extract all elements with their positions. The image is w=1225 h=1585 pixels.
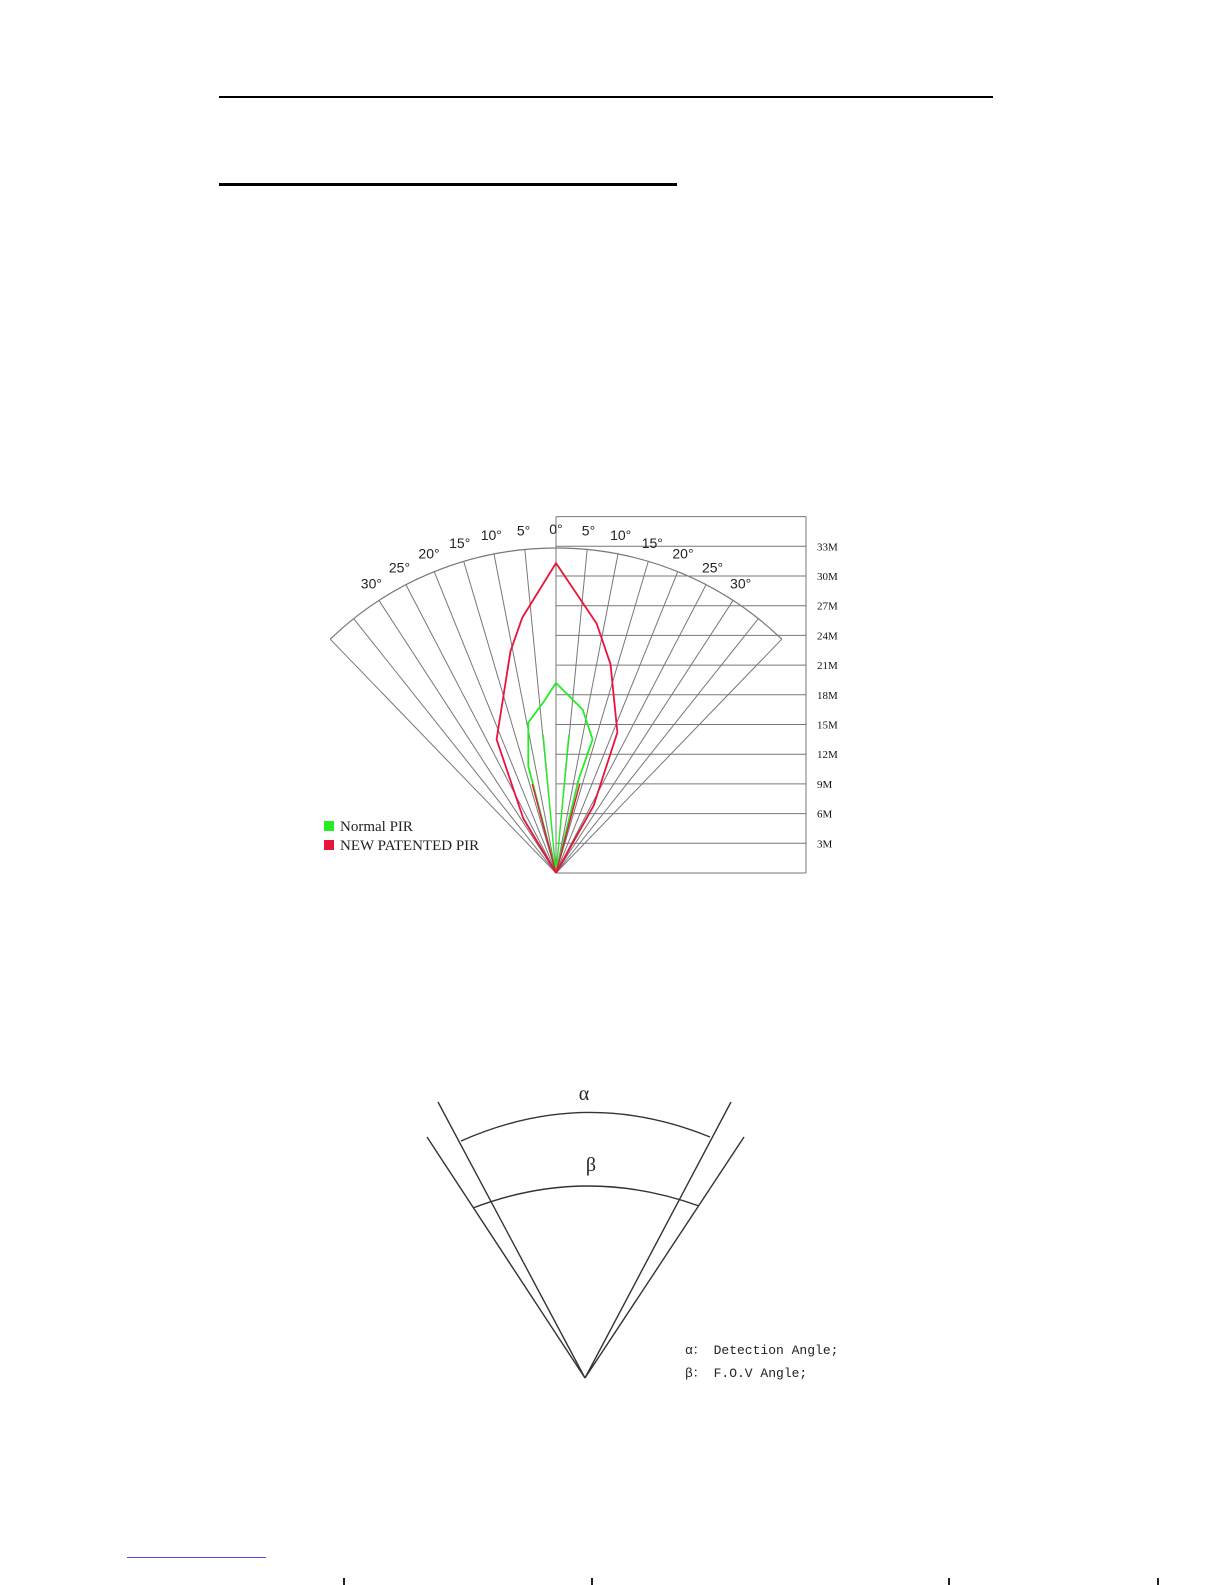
range-label: 12M bbox=[817, 749, 838, 762]
footer-tick bbox=[343, 1578, 345, 1585]
range-label: 18M bbox=[817, 689, 838, 702]
alpha-definition: α： Detection Angle; bbox=[685, 1343, 839, 1358]
angle-tick-label: 0° bbox=[549, 521, 563, 537]
range-label: 15M bbox=[817, 719, 838, 732]
angle-tick-label: 5° bbox=[581, 522, 596, 539]
angle-tick-label: 30° bbox=[730, 575, 752, 592]
beta-boundary-right bbox=[585, 1137, 744, 1378]
range-label: 30M bbox=[817, 571, 838, 583]
angle-tick-label: 10° bbox=[480, 527, 502, 544]
angle-tick-label: 15° bbox=[641, 534, 663, 551]
alpha-symbol: α bbox=[578, 1083, 590, 1105]
angle-tick-label: 5° bbox=[516, 522, 531, 539]
range-label: 24M bbox=[817, 630, 838, 643]
legend-label: Normal PIR bbox=[340, 819, 413, 835]
beta-symbol: β bbox=[585, 1154, 597, 1176]
legend-label: NEW PATENTED PIR bbox=[340, 838, 480, 854]
alpha-arc bbox=[461, 1112, 710, 1141]
beta-definition: β： F.O.V Angle; bbox=[685, 1366, 808, 1381]
footer-link-underline bbox=[127, 1557, 266, 1558]
alpha-boundary-right bbox=[585, 1102, 731, 1378]
angle-tick-label: 15° bbox=[449, 534, 471, 551]
angle-tick-label: 20° bbox=[672, 545, 694, 562]
angle-tick-label: 20° bbox=[418, 545, 440, 562]
footer-tick bbox=[591, 1578, 593, 1585]
angle-tick-label: 25° bbox=[388, 559, 411, 576]
angle-tick-label: 25° bbox=[701, 559, 724, 576]
footer-tick bbox=[948, 1578, 950, 1585]
range-label: 3M bbox=[817, 838, 833, 851]
beta-arc bbox=[473, 1186, 699, 1208]
footer-tick bbox=[1157, 1578, 1159, 1585]
alpha-boundary-left bbox=[438, 1102, 585, 1378]
range-label: 9M bbox=[817, 778, 833, 791]
angle-tick-label: 10° bbox=[610, 527, 632, 544]
range-label: 21M bbox=[817, 660, 838, 673]
range-label: 6M bbox=[817, 808, 833, 821]
range-label: 33M bbox=[817, 541, 838, 554]
angle-tick-label: 30° bbox=[360, 575, 382, 592]
range-label: 27M bbox=[817, 600, 838, 613]
beta-boundary-left bbox=[427, 1137, 585, 1378]
